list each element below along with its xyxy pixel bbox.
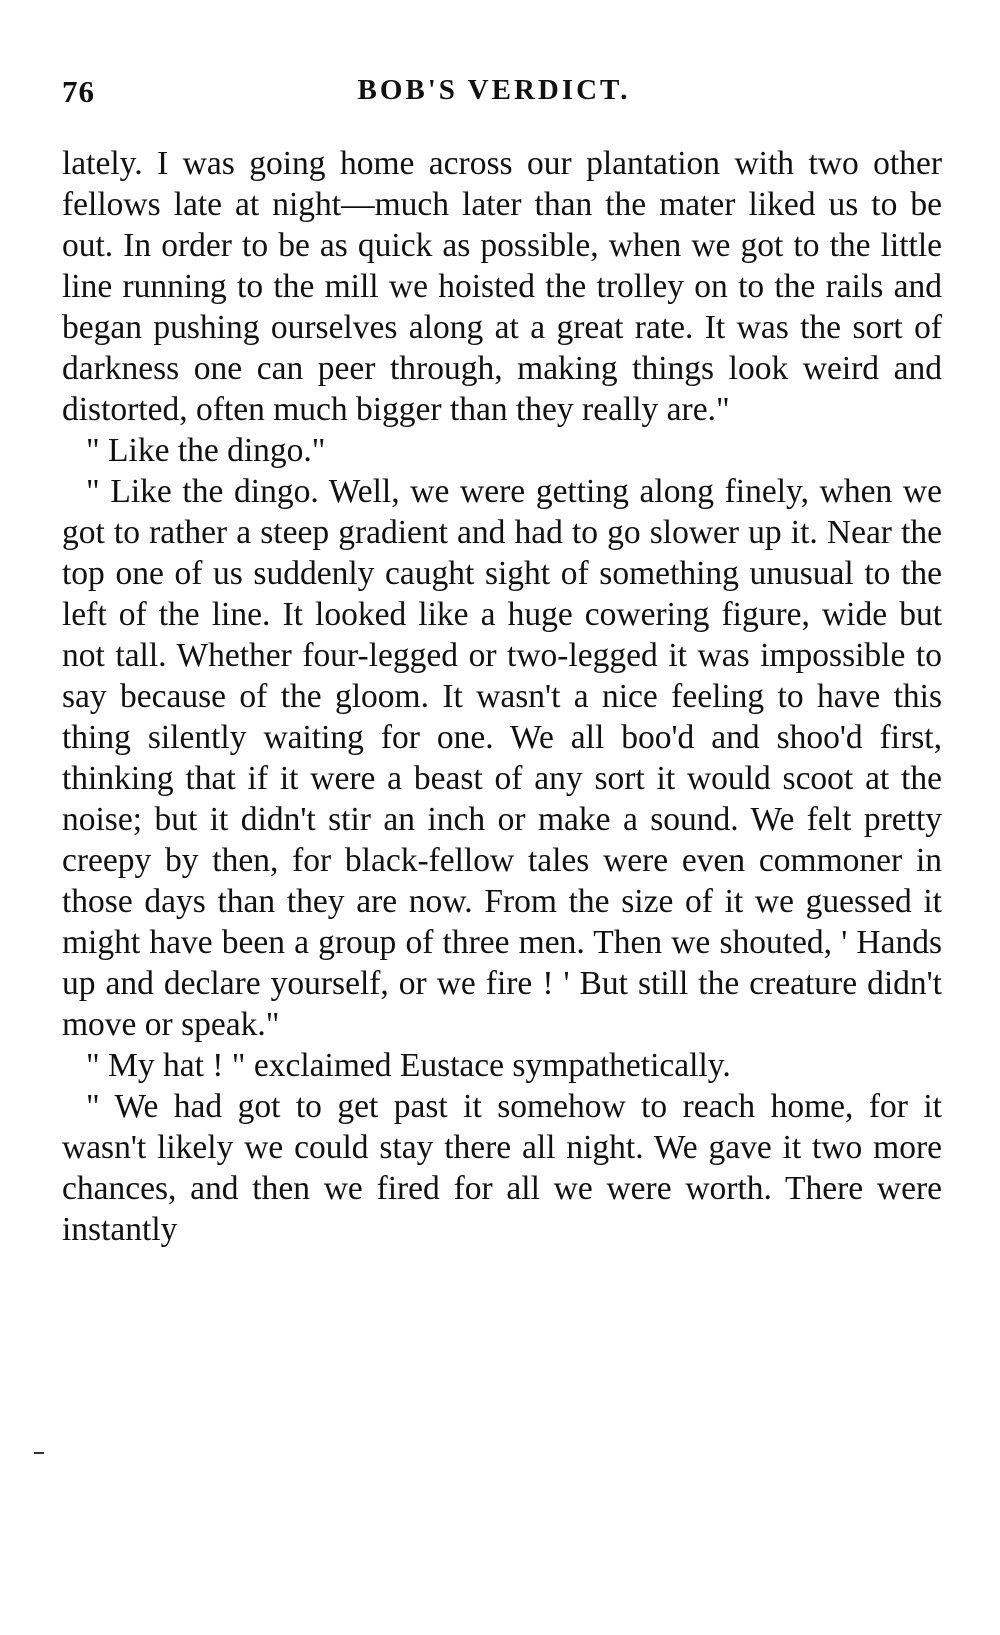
running-head bbox=[62, 74, 942, 118]
paragraph: " Like the dingo." bbox=[86, 432, 326, 469]
page-number: 76 bbox=[62, 74, 95, 109]
margin-mark bbox=[34, 1452, 44, 1454]
paragraph: lately. I was going home across our plantation with two other fellows late at night—much later than the mater liked us to be out. In order to be as quick as possible, when we got to the little line running to the mill we hoisted the trolley on to the rails and began pushing ourselves along at a great rate. It was the sort of darkness one can peer through, making things look weird and distorted, often much bigger than they really are." bbox=[62, 145, 942, 428]
running-title: BOB'S VERDICT. bbox=[357, 74, 631, 106]
paragraph: " Like the dingo. Well, we were getting along finely, when we got to rather a steep gradient and had to go slower up it. Near the top one of us suddenly caught sight of something unusual to the left of the line. It looked like a huge cowering figure, wide but not tall. Whether four-legged or two-legged it was impossible to say because of the gloom. It wasn't a nice feeling to have this thing silently waiting for one. We all boo'd and shoo'd first, thinking that if it were a beast of any sort it would scoot at the noise; but it didn't stir an inch or make a sound. We felt pretty creepy by then, for black-fellow tales were even commoner in those days than they are now. From the size of it we guessed it might have been a group of three men. Then we shouted, ' Hands up and declare yourself, or we fire ! ' But still the creature didn't move or speak." bbox=[62, 473, 942, 1043]
paragraph: " We had got to get past it somehow to reach home, for it wasn't likely we could stay there all night. We gave it two more chances, and then we fired for all we were worth. There were instantly bbox=[62, 1088, 942, 1248]
body-text bbox=[62, 143, 942, 1250]
paragraph: " My hat ! " exclaimed Eustace sympathetically. bbox=[86, 1047, 731, 1084]
